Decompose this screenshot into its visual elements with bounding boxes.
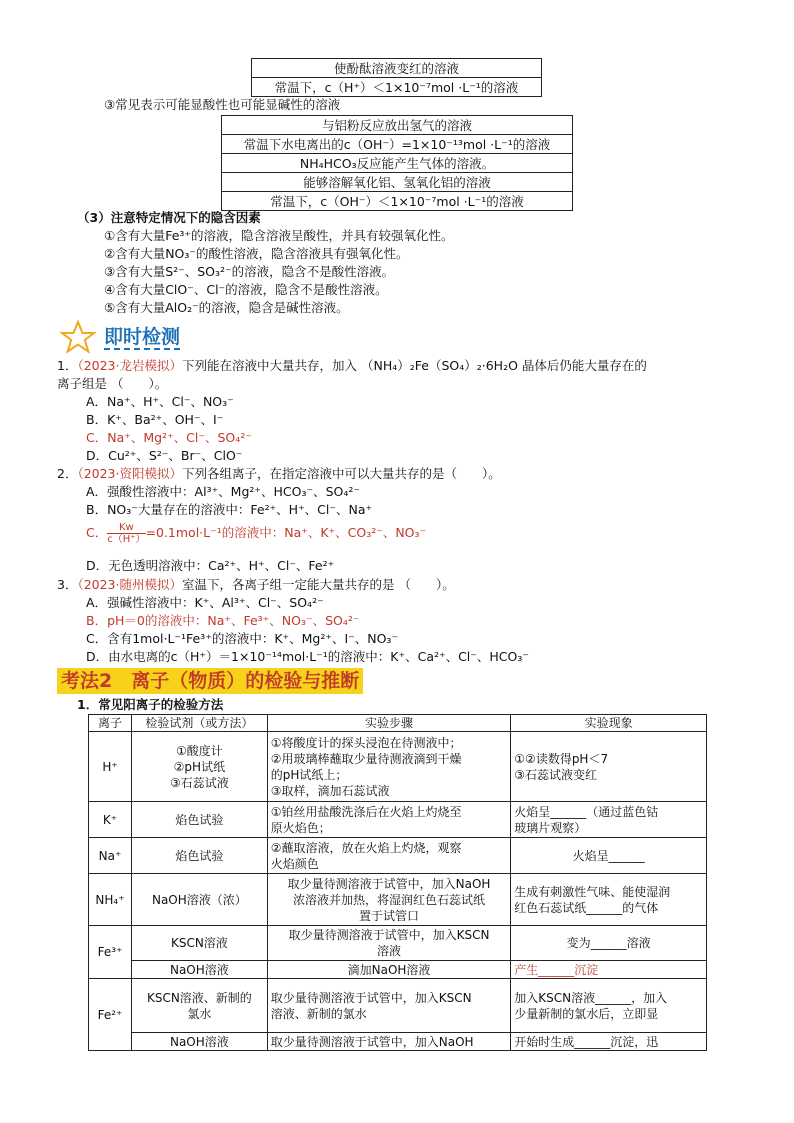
phenomenon-cell: 开始时生成______沉淀，迅 [511, 1033, 707, 1051]
table1-row: 常温下，c（H⁺）＜1×10⁻⁷mol ·L⁻¹的溶液 [252, 78, 542, 97]
steps-cell: 滴加NaOH溶液 [267, 961, 511, 979]
steps-cell: ①铂丝用盐酸洗涤后在火焰上灼烧至 原火焰色； [267, 802, 511, 838]
section-banner: 考法2 离子（物质）的检验与推断 [57, 668, 363, 694]
reagent-cell: KSCN溶液、新制的 氯水 [131, 979, 267, 1033]
phenomenon-cell: 产生______沉淀 [511, 961, 707, 979]
option-a: A．Na⁺、H⁺、Cl⁻、NO₃⁻ [86, 394, 234, 409]
question-2-stem: 2．（2023·资阳模拟）下列各组离子，在指定溶液中可以大量共存的是（ ）。 [57, 466, 501, 481]
option-c: C．含有1mol·L⁻¹Fe³⁺的溶液中：K⁺、Mg²⁺、I⁻、NO₃⁻ [86, 631, 399, 646]
ion-cell: H⁺ [89, 732, 132, 802]
question-source: （2023·资阳模拟） [77, 466, 182, 481]
steps-cell: 取少量待测溶液于试管中，加入NaOH 浓溶液并加热，将湿润红色石蕊试纸 置于试管口 [267, 874, 511, 926]
steps-cell: ①将酸度计的探头浸泡在待测液中； ②用玻璃棒蘸取少量待测液滴到干燥 的pH试纸上； ③取样，滴加石蕊试液 [267, 732, 511, 802]
option-b: B．K⁺、Ba²⁺、OH⁻、I⁻ [86, 412, 224, 427]
table2-row: 与铝粉反应放出氢气的溶液 [222, 116, 573, 135]
phenomenon-cell: 火焰呈______（通过蓝色钴 玻璃片观察） [511, 802, 707, 838]
option-b: B．NO₃⁻大量存在的溶液中：Fe²⁺、H⁺、Cl⁻、Na⁺ [86, 502, 373, 517]
table2-row: 能够溶解氧化铝、氢氧化铝的溶液 [222, 173, 573, 192]
phenomenon-cell: 生成有刺激性气味、能使湿润 红色石蕊试纸______的气体 [511, 874, 707, 926]
reagent-cell: 焰色试验 [131, 838, 267, 874]
header-reagent: 检验试剂（或方法） [131, 715, 267, 732]
option-c-answer: C． $\frac{Kw}{c(H^+)}=0.1mol\cdot L^{-1}$的溶液中：Na⁺、K⁺、CO₃²⁻、NO₃⁻ [86, 522, 427, 545]
reagent-cell: NaOH溶液 [131, 1033, 267, 1051]
ion-cell: Fe²⁺ [89, 979, 132, 1051]
hidden-item: ②含有大量NO₃⁻的酸性溶液，隐含溶液具有强氧化性。 [104, 246, 409, 261]
star-icon [60, 320, 96, 354]
header-phenomenon: 实验现象 [511, 715, 707, 732]
ion-cell: Na⁺ [89, 838, 132, 874]
reagent-cell: ①酸度计 ②pH试纸 ③石蕊试液 [131, 732, 267, 802]
table2-row: 常温下水电离出的c（OH⁻）=1×10⁻¹³mol ·L⁻¹的溶液 [222, 135, 573, 154]
question-1-stem-cont: 离子组是 （ ）。 [57, 376, 168, 391]
hidden-item: ①含有大量Fe³⁺的溶液，隐含溶液呈酸性，并具有较强氧化性。 [104, 228, 454, 243]
option-c-answer: C．Na⁺、Mg²⁺、Cl⁻、SO₄²⁻ [86, 430, 252, 445]
question-source: （2023·龙岩模拟） [77, 358, 182, 373]
phenomenon-cell: 变为______溶液 [511, 926, 707, 961]
section-heading: 即时检测 [104, 326, 181, 348]
steps-cell: 取少量待测溶液于试管中，加入KSCN 溶液 [267, 926, 511, 961]
ion-cell: K⁺ [89, 802, 132, 838]
fraction-denominator: c（H⁺） [107, 534, 146, 545]
reagent-cell: NaOH溶液 [131, 961, 267, 979]
header-steps: 实验步骤 [267, 715, 511, 732]
option-a: A．强酸性溶液中：Al³⁺、Mg²⁺、HCO₃⁻、SO₄²⁻ [86, 484, 360, 499]
header-ion: 离子 [89, 715, 132, 732]
alkaline-solution-table [251, 58, 542, 97]
question-source: （2023·随州模拟） [77, 577, 182, 592]
option-d: D．无色透明溶液中：Ca²⁺、H⁺、Cl⁻、Fe²⁺ [86, 558, 335, 573]
steps-cell: 取少量待测溶液于试管中，加入KSCN 溶液、新制的氯水 [267, 979, 511, 1033]
hidden-item: ⑤含有大量AlO₂⁻的溶液，隐含是碱性溶液。 [104, 300, 349, 315]
table2-row: NH₄HCO₃反应能产生气体的溶液。 [222, 154, 573, 173]
subsection-title: 1．常见阳离子的检验方法 [77, 697, 224, 712]
ion-cell: NH₄⁺ [89, 874, 132, 926]
reagent-cell: KSCN溶液 [131, 926, 267, 961]
fraction-numerator: Kw [107, 522, 145, 534]
table2-row: 常温下，c（OH⁻）＜1×10⁻⁷mol ·L⁻¹的溶液 [222, 192, 573, 211]
steps-cell: 取少量待测溶液于试管中，加入NaOH [267, 1033, 511, 1051]
reagent-cell: NaOH溶液（浓） [131, 874, 267, 926]
option-d: D．Cu²⁺、S²⁻、Br⁻、ClO⁻ [86, 448, 243, 463]
cation-test-table [88, 714, 707, 1051]
steps-cell: ②蘸取溶液，放在火焰上灼烧，观察 火焰颜色 [267, 838, 511, 874]
acid-or-base-table [221, 115, 573, 211]
hidden-item: ③含有大量S²⁻、SO₃²⁻的溶液，隐含不是酸性溶液。 [104, 264, 395, 279]
option-a: A．强碱性溶液中：K⁺、Al³⁺、Cl⁻、SO₄²⁻ [86, 595, 324, 610]
heading-underline [104, 348, 180, 350]
reagent-cell: 焰色试验 [131, 802, 267, 838]
table1-row: 使酚酞溶液变红的溶液 [252, 59, 542, 78]
hidden-item: ④含有大量ClO⁻、Cl⁻的溶液，隐含不是酸性溶液。 [104, 282, 388, 297]
phenomenon-cell: 火焰呈______ [511, 838, 707, 874]
question-3-stem: 3．（2023·随州模拟）室温下，各离子组一定能大量共存的是 （ ）。 [57, 577, 455, 592]
option-d: D．由水电离的c（H⁺）＝1×10⁻¹⁴mol·L⁻¹的溶液中：K⁺、Ca²⁺、Cl⁻、HCO₃⁻ [86, 649, 529, 664]
item3-title: ③常见表示可能显酸性也可能显碱性的溶液 [104, 97, 341, 112]
question-1-stem: 1．（2023·龙岩模拟）下列能在溶液中大量共存，加入 （NH₄）₂Fe（SO₄）₂·6H₂O 晶体后仍能大量存在的 [57, 358, 647, 373]
phenomenon-cell: ①②读数得pH＜7 ③石蕊试液变红 [511, 732, 707, 802]
hidden-factors-title: （3）注意特定情况下的隐含因素 [77, 210, 261, 225]
phenomenon-cell: 加入KSCN溶液______，加入 少量新制的氯水后，立即显 [511, 979, 707, 1033]
ion-cell: Fe³⁺ [89, 926, 132, 979]
option-b-answer: B．pH＝0的溶液中：Na⁺、Fe³⁺、NO₃⁻、SO₄²⁻ [86, 613, 360, 628]
